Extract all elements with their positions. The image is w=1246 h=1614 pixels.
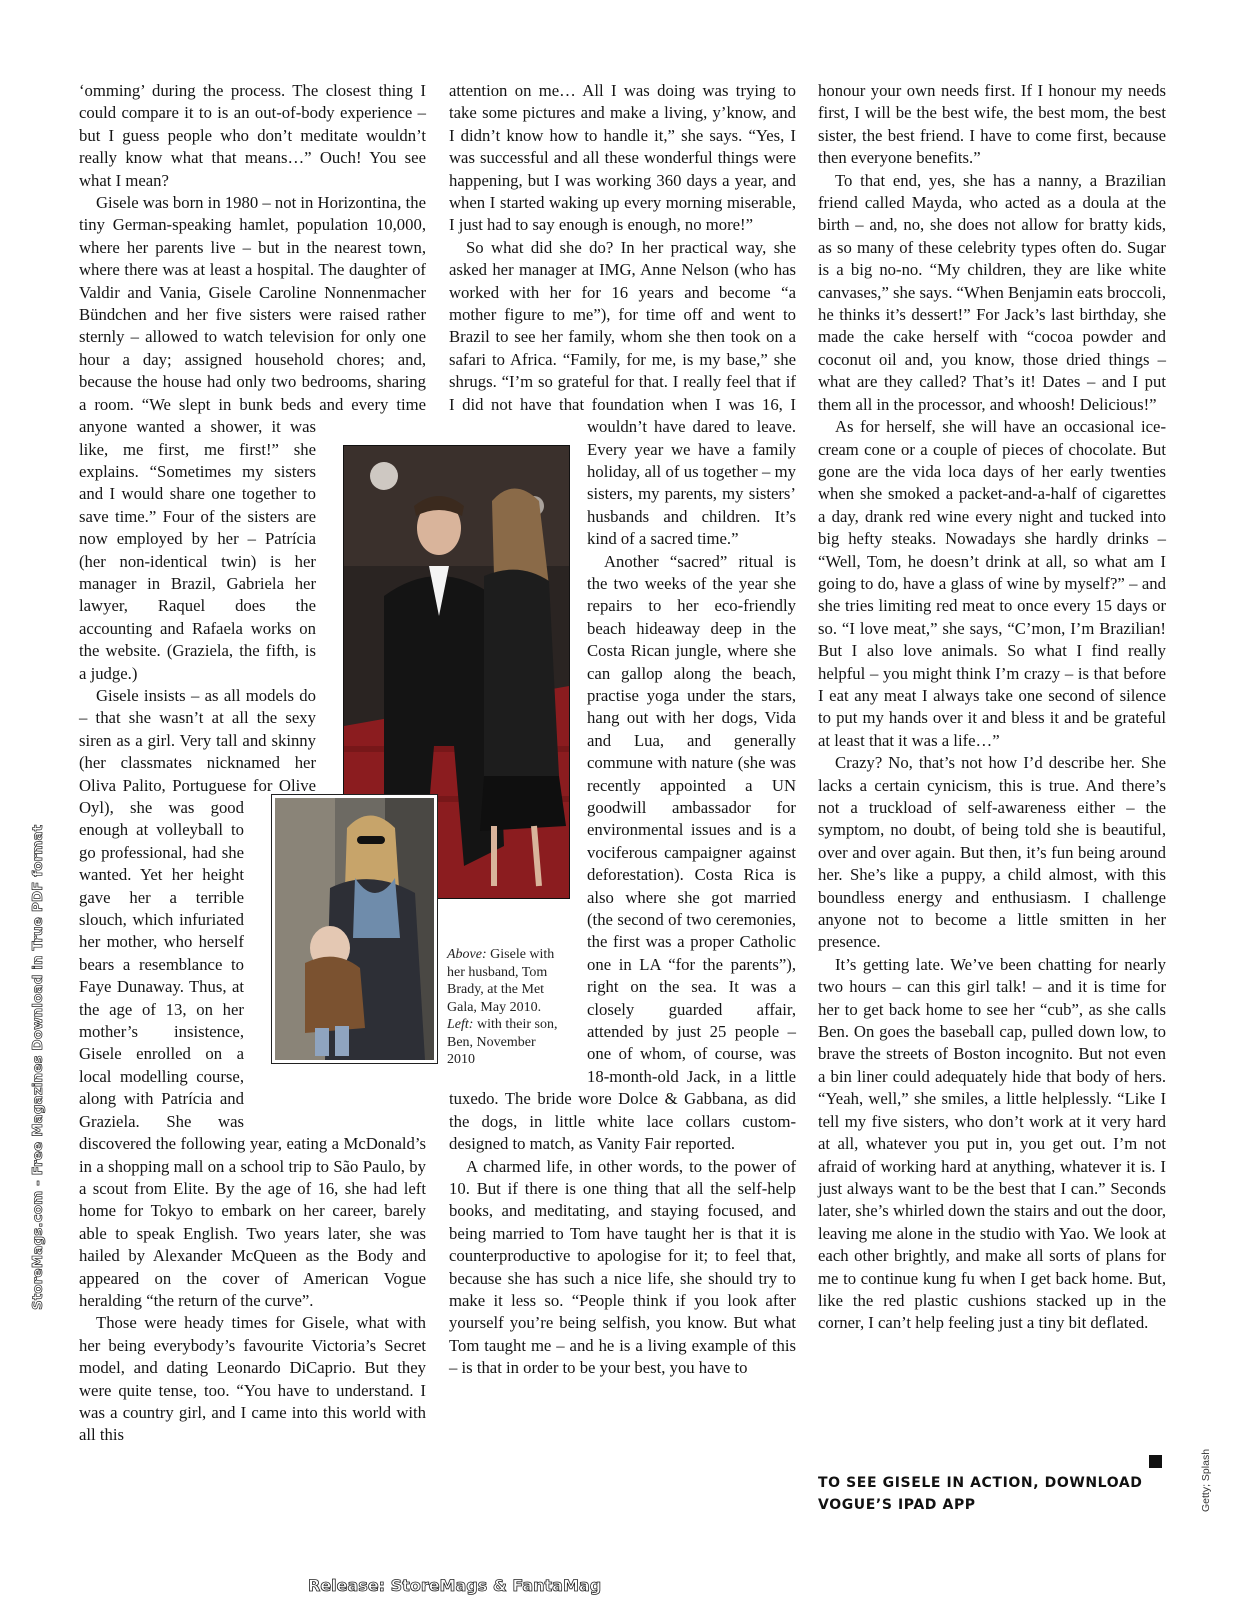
photo-caption bbox=[447, 946, 567, 1069]
caption-above-label: Above: bbox=[447, 947, 487, 962]
caption-left-label: Left: bbox=[447, 1017, 474, 1032]
paragraph: Gisele insists – as all models do – that she wasn’t at all the sexy siren as a girl. Very tall and skinny (her classmates nicknamed her Oliva Palito, Portuguese for Olive Oyl), she was good enough at volleyball to go professional, had she wanted. Yet her height gave her a terrible slouch, which infuriated her mother, who herself bears a resemblance to Faye Dunaway. Thus, at the age of 13, on her mother’s insistence, Gisele enrolled on a local modelling course, along with Patrícia and Graziela. She was discovered the following year, eating a McDonald’s in a shopping mall on a school trip to São Paulo, by a scout from Elite. By the age of 16, she had left home for Tokyo to embark on her career, barely able to speak English. Two years later, she was hailed by Alexander McQueen as the Body and appeared on the cover of American Vogue heralding “the return of the curve”. bbox=[79, 685, 426, 1310]
paragraph: It’s getting late. We’ve been chatting for nearly two hours – can this girl talk! – and it is time for her to get back home to see her “cub”, as she calls Ben. On goes the baseball cap, pulled down low, to brave the streets of Boston incognito. But not even a bin liner could adequately hide that body of hers. “Yeah, well,” she smiles, a little helplessly. “Like I tell my five sisters, who don’t work at it very hard at all, whatever you put in, you get out. I’m not afraid of working hard at anything, whatever it is. I just always want to be the best that I can.” Seconds later, she’s whirled down the stairs and out the door, leaving me alone in the studio with Yao. We look at each other brightly, and make all sorts of plans for me to continue kung fu when I get back home. But, like the red plastic cushions stacked up in the corner, I can’t help feeling just a tiny bit deflated. bbox=[818, 954, 1166, 1333]
paragraph: Gisele was born in 1980 – not in Horizontina, the tiny German-speaking hamlet, population 10,000, where her parents live – but in the nearest town, where there was at least a hospital. The daughter of Valdir and Vania, Gisele Caroline Nonnenmacher Bündchen and her five sisters were raised rather sternly – allowed to watch television for only one hour a day; assigned household chores; and, because the house had only two bedrooms, sharing a room. “We slept in bunk beds and every time anyone wanted a shower, it was like, me first, me first!” she explains. “Sometimes my sisters and I would share one together to save time.” Four of the sisters are now employed by her – Patrícia (her non-identical twin) is her manager in Brazil, Gabriela her lawyer, Raquel does the accounting and Rafaela works on the website. (Graziela, the fifth, is a judge.) bbox=[79, 193, 426, 683]
street-photo-illustration bbox=[275, 798, 434, 1060]
paragraph: attention on me… All I was doing was trying to take some pictures and make a living, y’know, and I didn’t know how to handle it,” she says. “Yes, I was successful and all these wonderful things were happening, but I was working 360 days a year, and when I started waking up every morning miserable, I just had to say enough is enough, no more!” bbox=[449, 81, 796, 235]
paragraph: Another “sacred” ritual is the two weeks of the year she repairs to her eco-friendly beach hideaway deep in the Costa Rican jungle, where she can gallop along the beach, practise yoga under the stars, hang out with her dogs, Vida and Lua, and generally commune with nature (she was recently appointed a UN goodwill ambassador for environmental issues and is a vociferous campaigner against deforestation). Costa Rica is also where she got married (the second of two ceremonies, the first was a proper Catholic one in LA “for the parents”), right on the sea. It was a closely guarded affair, attended by just 25 people – one of whom, of course, was 18-month-old Jack, in a little tuxedo. The bride wore Dolce & Gabbana, as did the dogs, in little white lace collars custom-designed to match, as Vanity Fair reported. bbox=[449, 551, 796, 1154]
side-watermark-text: StoreMags.com - Free Magazines Download in True PDF format bbox=[30, 824, 46, 1310]
release-watermark-text: Release: StoreMags & FantaMag bbox=[308, 1576, 602, 1595]
paragraph: Those were heady times for Gisele, what with her being everybody’s favourite Victoria’s Secret model, and dating Leonardo DiCaprio. But they were quite tense, too. “You have to understand. I was a country girl, and I came into this world with all this bbox=[79, 1313, 426, 1445]
paragraph: As for herself, she will have an occasional ice-cream cone or a couple of pieces of chocolate. But gone are the vida loca days of her early twenties when she smoked a packet-and-a-half of cigarettes a day, drank red wine every night and tucked into big hefty steaks. Nowadays she hardly drinks – “Well, Tom, he doesn’t drink at all, so what am I going to do, have a glass of wine by myself?” – and she tries limiting red meat to once every 15 days or so. “I love meat,” she says, “C’mon, I’m Brazilian! But I also love animals. So what I find really helpful – you might think I’m crazy – is that before I eat any meat I always take one second of silence to put my hands over it and bless it and be grateful at least that it was a life…” bbox=[818, 417, 1166, 750]
caption-above-text: Gisele with her husband, Tom Brady, at the Met Gala, May 2010. bbox=[447, 947, 555, 1015]
article-column-3 bbox=[818, 80, 1166, 1335]
paragraph: honour your own needs first. If I honour my needs first, I will be the best wife, the best mom, the best sister, the best friend. I have to come first, because then everyone benefits.” bbox=[818, 81, 1166, 168]
end-of-article-square-icon bbox=[1149, 1455, 1162, 1468]
paragraph: ‘omming’ during the process. The closest thing I could compare it to is an out-of-body experience – but I guess people who don’t meditate wouldn’t really know what that means…” Ouch! You see what I mean? bbox=[79, 81, 426, 190]
gisele-and-ben-photo bbox=[272, 795, 437, 1063]
paragraph: So what did she do? In her practical way, she asked her manager at IMG, Anne Nelson (who has worked with her for 16 years and become “a mother figure to me”), for time off and went to Brazil to see her family, whom she then took on a safari to Africa. “Family, for me, is my base,” she shrugs. “I’m so grateful for that. I really feel that if I did not have that foundation when I was 16, I wouldn’t have dared to leave. Every year we have a family holiday, all of us together – my sisters, my parents, my sisters’ husbands and children. It’s kind of a sacred time.” bbox=[449, 237, 796, 549]
photo-credit: Getty; Splash bbox=[1200, 1448, 1212, 1512]
paragraph: A charmed life, in other words, to the power of 10. But if there is one thing that all the self-help books, and meditating, and staying focused, and being married to Tom have taught her is that it is counterproductive to apologise for it; to feel that, because she has such a nice life, she should try to make it less so. “People think if you look after yourself you’re being selfish, you know. But what Tom taught me – and he is a living example of this – is that in order to be your best, you have to bbox=[449, 1156, 796, 1378]
paragraph: To that end, yes, she has a nanny, a Brazilian friend called Mayda, who acted as a doula at the birth – and, no, she does not allow for bratty kids, as so many of these celebrity types often do. Sugar is a big no-no. “My children, they are like white canvases,” she says. “When Benjamin eats broccoli, he thinks it’s dessert!” For Jack’s last birthday, she made the cake herself with “cocoa powder and coconut oil and, you know, those dried things – what are they called? That’s it! Dates – and I put them all in the processor, and whoosh! Delicious!” bbox=[818, 170, 1166, 414]
ipad-app-callout: TO SEE GISELE IN ACTION, DOWNLOAD VOGUE’S IPAD APP bbox=[818, 1475, 1143, 1513]
paragraph: Crazy? No, that’s not how I’d describe her. She lacks a certain cynicism, this is true. And there’s not a truckload of self-awareness either – the symptom, no doubt, of being told she is beautiful, over and over again. But then, it’s fun being around her. She’s like a puppy, a child almost, with this boundless energy and enthusiasm. I challenge anyone not to become a little smitten in her presence. bbox=[818, 753, 1166, 952]
caption-left-text: with their son, Ben, November 2010 bbox=[447, 1017, 558, 1067]
